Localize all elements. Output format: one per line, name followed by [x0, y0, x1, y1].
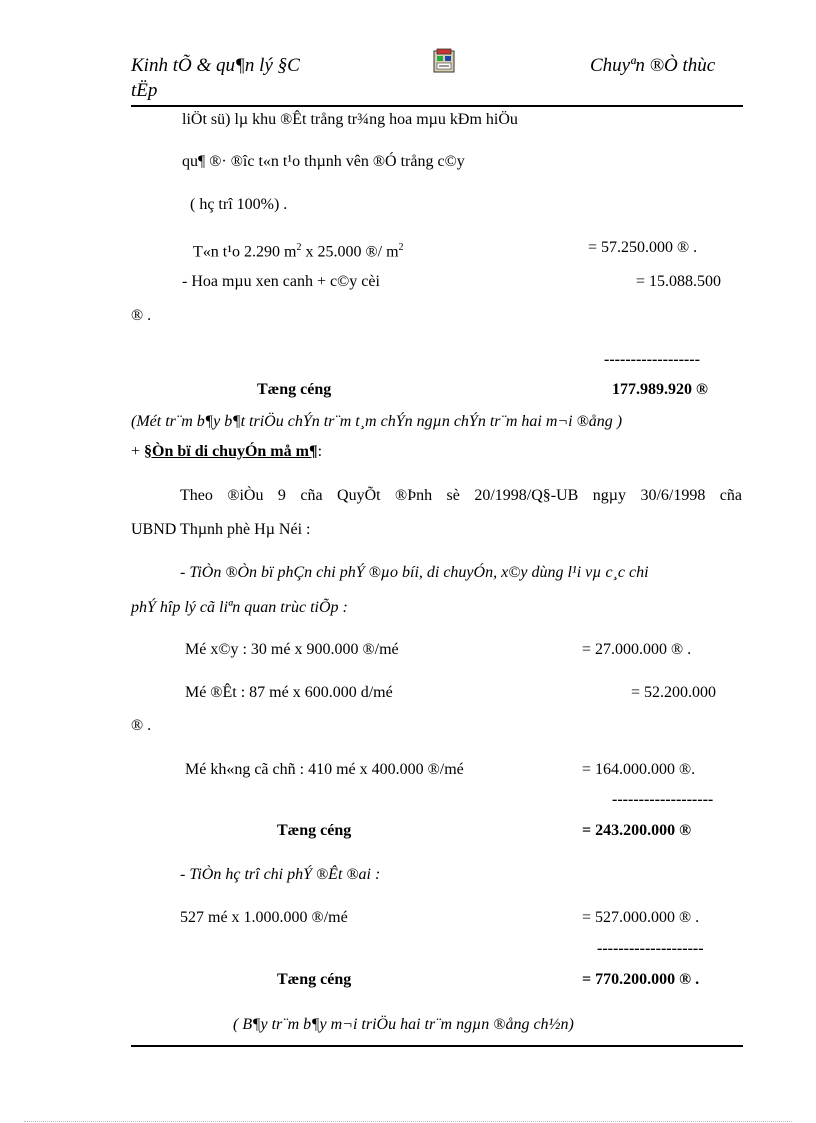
total2-value: = 243.200.000 ®: [582, 822, 692, 839]
dash-line-1: ------------------: [604, 351, 700, 368]
dash-line-3: --------------------: [597, 940, 704, 957]
total3-label: Tæng céng: [277, 971, 352, 988]
header-left-line2: tËp: [131, 80, 158, 101]
calc1-left: T«n t¹o 2.290 $m^2$ x 25.000 ®/ $m^2$: [193, 242, 404, 261]
calc2-wrap: ® .: [131, 307, 152, 324]
header-left-line1: Kinh tÕ & qu¶n lý §C: [131, 55, 300, 76]
p3-line1: - TiÒn ®Òn bï phÇn chi phÝ ®µo bíi, di chuyÓn, x©y dùng l¹i vµ c¸c chi: [180, 564, 649, 581]
total1-label: Tæng céng: [257, 381, 332, 398]
header-right: Chuyªn ®Ò thùc: [590, 55, 716, 76]
p2-line1: Theo ®iÒu 9 cña QuyÕt ®Þnh sè 20/1998/Q§-UB ngµy 30/6/1998 cña: [180, 487, 742, 504]
p3-line2: phÝ hîp lý cã liªn quan trùc tiÕp :: [131, 599, 348, 616]
note2: ( B¶y tr¨m b¶y m¬i triÖu hai tr¨m ngµn ®ång ch½n): [233, 1016, 574, 1033]
row2-left: Mé ®Êt : 87 mé x 600.000 d/mé: [185, 684, 393, 701]
note1: (Mét tr¨m b¶y b¶t triÖu chÝn tr¨m t¸m chÝn ngµn chÝn tr¨m hai m¬i ®ång ): [131, 413, 623, 430]
document-logo-icon: [433, 48, 455, 74]
row3-left: Mé kh«ng cã chñ : 410 mé x 400.000 ®/mé: [185, 761, 464, 778]
row1-right: = 27.000.000 ® .: [582, 641, 692, 658]
row4-right: = 527.000.000 ® .: [582, 909, 700, 926]
p1-line3: ( hç trî 100%) .: [190, 196, 288, 213]
p1-line2: qu¶ ®· ®îc t«n t¹o thµnh vên ®Ó trång c©y: [182, 153, 465, 170]
page-edge: [24, 1121, 792, 1122]
total1-value: 177.989.920 ®: [612, 381, 708, 398]
p4: - TiÒn hç trî chi phÝ ®Êt ®ai :: [180, 866, 381, 883]
header-rule: [131, 105, 743, 107]
total3-value: = 770.200.000 ® .: [582, 971, 700, 988]
dash-line-2: -------------------: [612, 791, 714, 808]
row2-right: = 52.200.000: [631, 684, 717, 701]
footer-rule: [131, 1045, 743, 1047]
p1-line1: liÖt sü) lµ khu ®Êt trång tr¾ng hoa mµu kÐm hiÖu: [182, 111, 518, 128]
calc2-right: = 15.088.500: [636, 273, 722, 290]
section-heading: + §Òn bï di chuyÓn må m¶:: [131, 443, 323, 460]
row4-left: 527 mé x 1.000.000 ®/mé: [180, 909, 348, 926]
calc2-left: - Hoa mµu xen canh + c©y cèi: [182, 273, 380, 290]
p2-line2: UBND Thµnh phè Hµ Néi :: [131, 521, 311, 538]
total2-label: Tæng céng: [277, 822, 352, 839]
row2-wrap: ® .: [131, 717, 152, 734]
row3-right: = 164.000.000 ®.: [582, 761, 696, 778]
calc1-right: = 57.250.000 ® .: [588, 239, 698, 256]
row1-left: Mé x©y : 30 mé x 900.000 ®/mé: [185, 641, 399, 658]
